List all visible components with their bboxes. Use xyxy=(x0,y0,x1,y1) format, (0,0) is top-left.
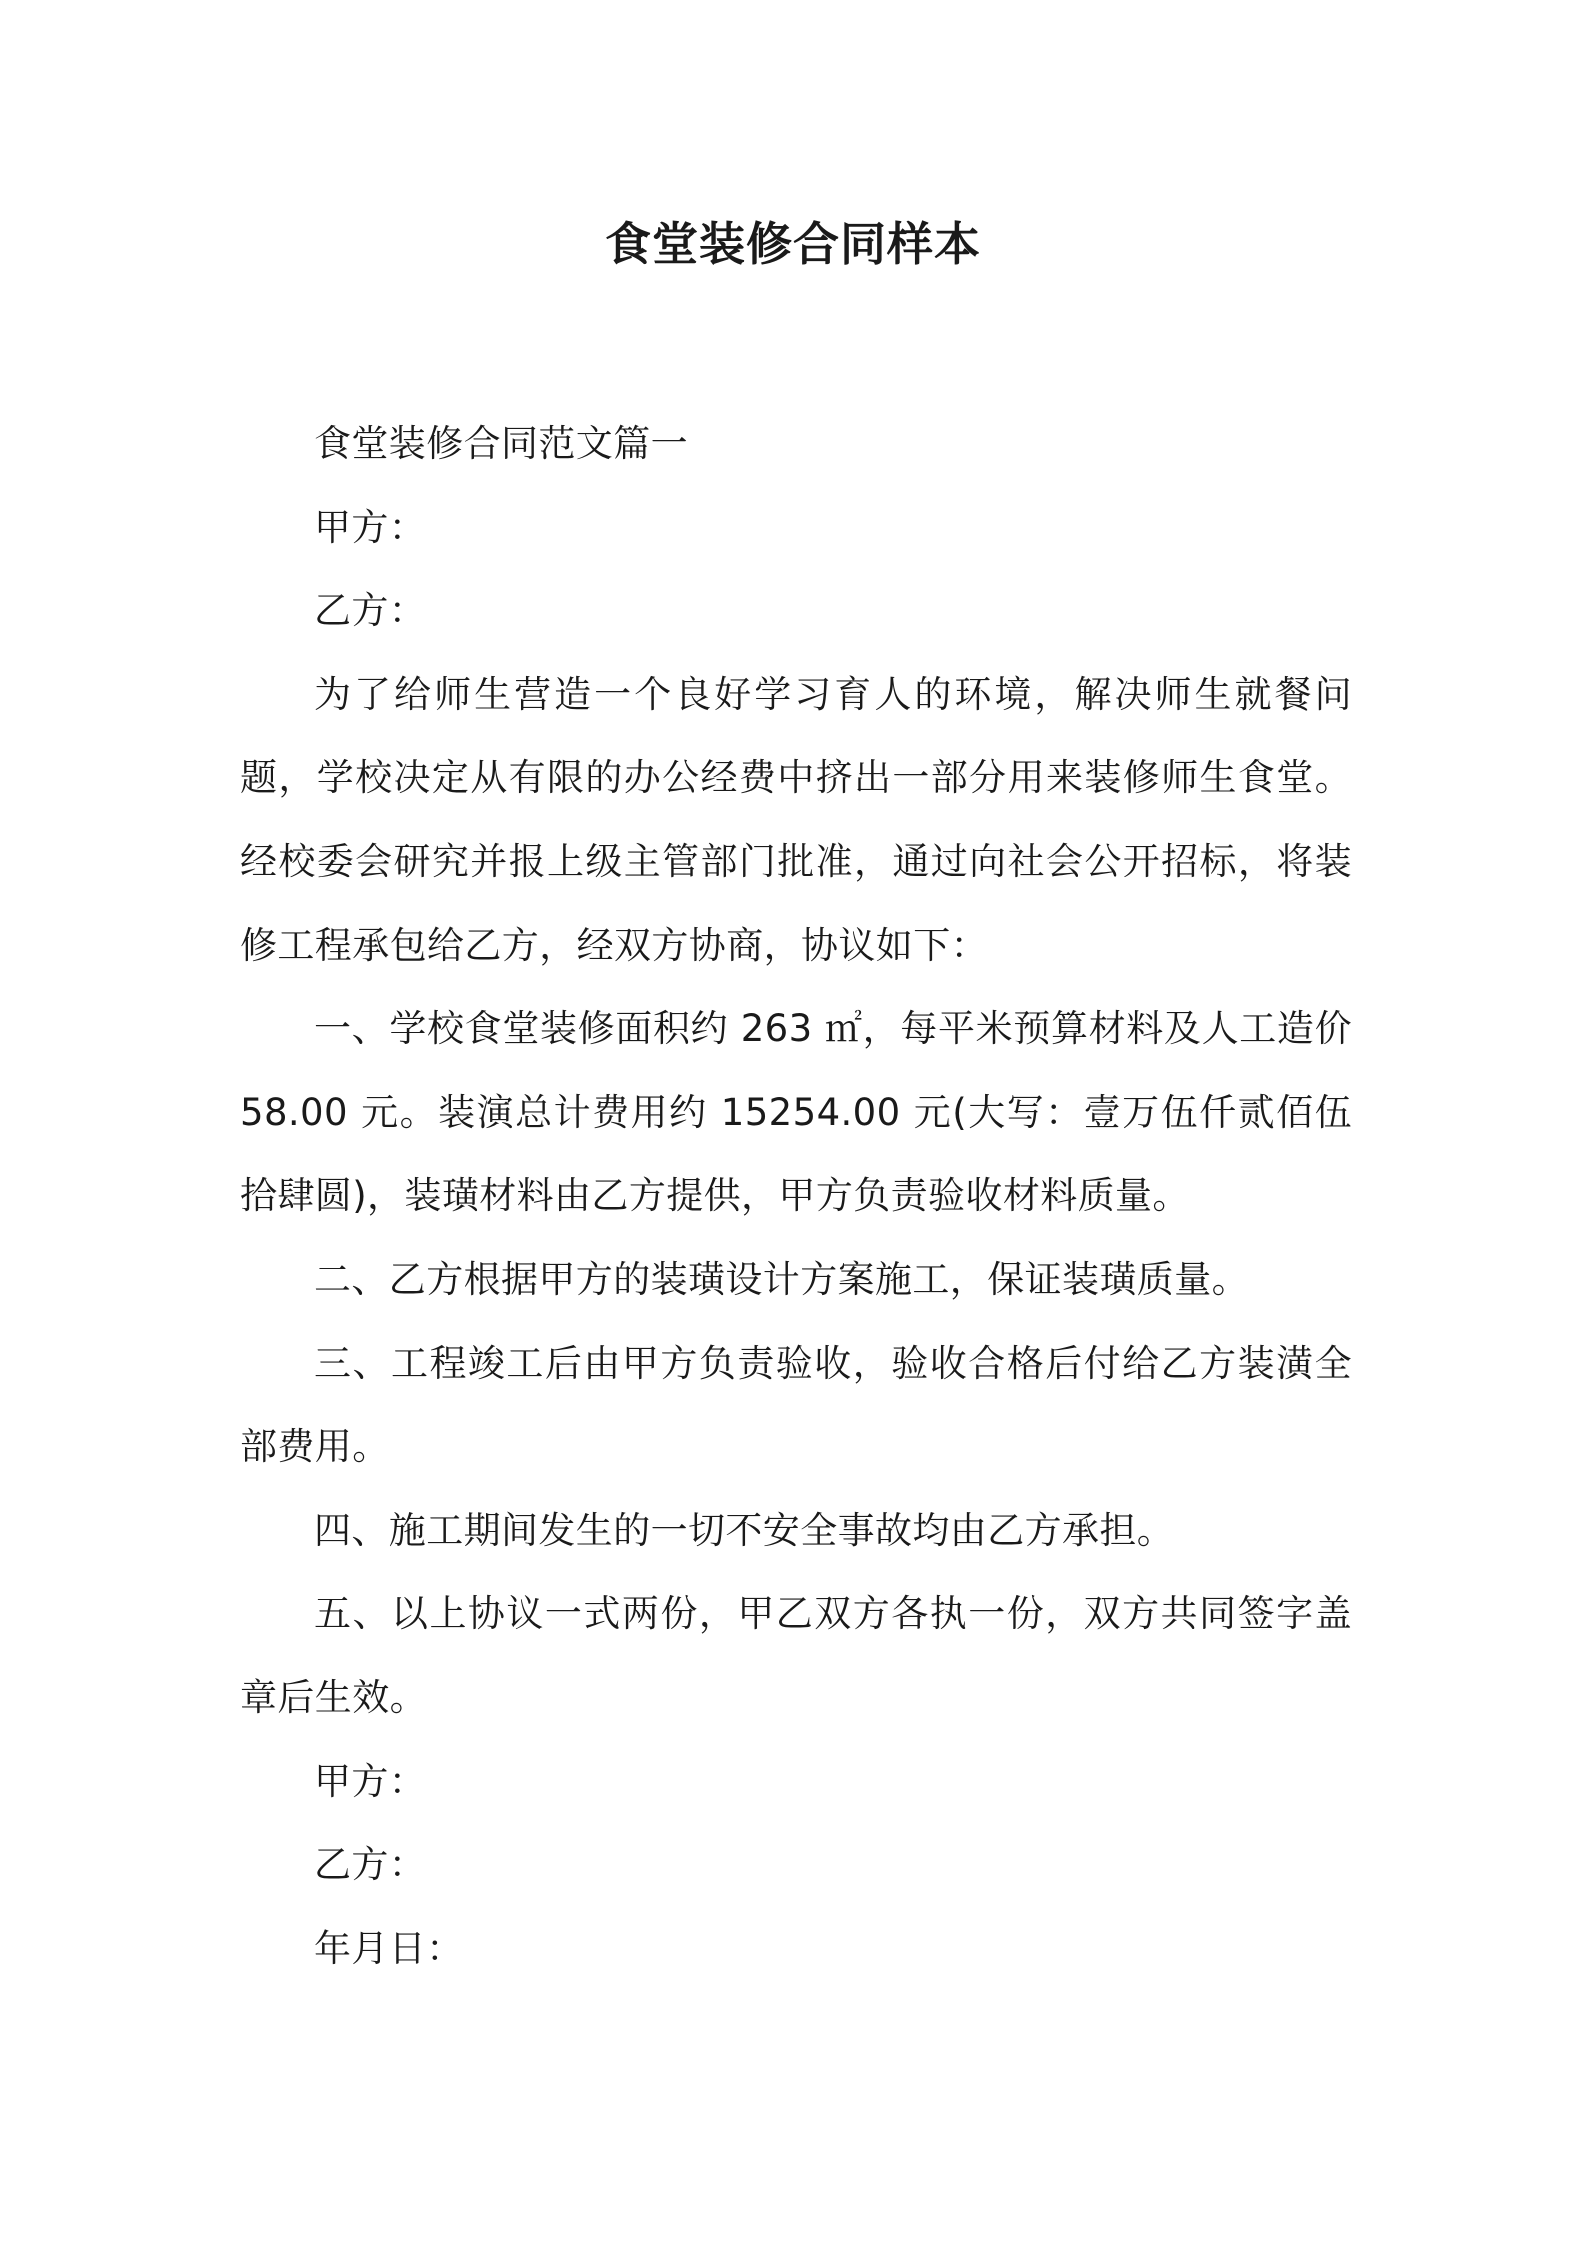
document-title: 食堂装修合同样本 xyxy=(605,217,981,271)
party-b-label: 乙方： xyxy=(314,589,427,633)
document-body xyxy=(240,402,1352,1990)
intro-paragraph: 为了给师生营造一个良好学习育人的环境，解决师生就餐问题，学校决定从有限的办公经费中挤出一部分用来装修师生食堂。经校委会研究并报上级主管部门批准，通过向社会公开招标，将装修工程承包给乙方，经双方协商，协议如下： xyxy=(240,672,1352,967)
signature-party-a: 甲方： xyxy=(314,1759,427,1803)
clause-1: 一、学校食堂装修面积约 263 ㎡，每平米预算材料及人工造价 58.00 元。装演总计费用约 15254.00 元(大写：壹万伍仟贰佰伍拾肆圆)，装璜材料由乙方提供，甲方负责验收材料质量。 xyxy=(240,1007,1352,1218)
signature-date: 年月日： xyxy=(314,1926,464,1970)
clause-3: 三、工程竣工后由甲方负责验收，验收合格后付给乙方装潢全部费用。 xyxy=(240,1341,1352,1469)
section-heading: 食堂装修合同范文篇一 xyxy=(314,422,688,465)
party-a-label: 甲方： xyxy=(314,505,427,549)
clause-4: 四、施工期间发生的一切不安全事故均由乙方承担。 xyxy=(314,1508,1175,1552)
clause-2: 二、乙方根据甲方的装璜设计方案施工，保证装璜质量。 xyxy=(314,1257,1249,1301)
signature-party-b: 乙方： xyxy=(314,1843,427,1887)
clause-5: 五、以上协议一式两份，甲乙双方各执一份，双方共同签字盖章后生效。 xyxy=(240,1592,1352,1719)
